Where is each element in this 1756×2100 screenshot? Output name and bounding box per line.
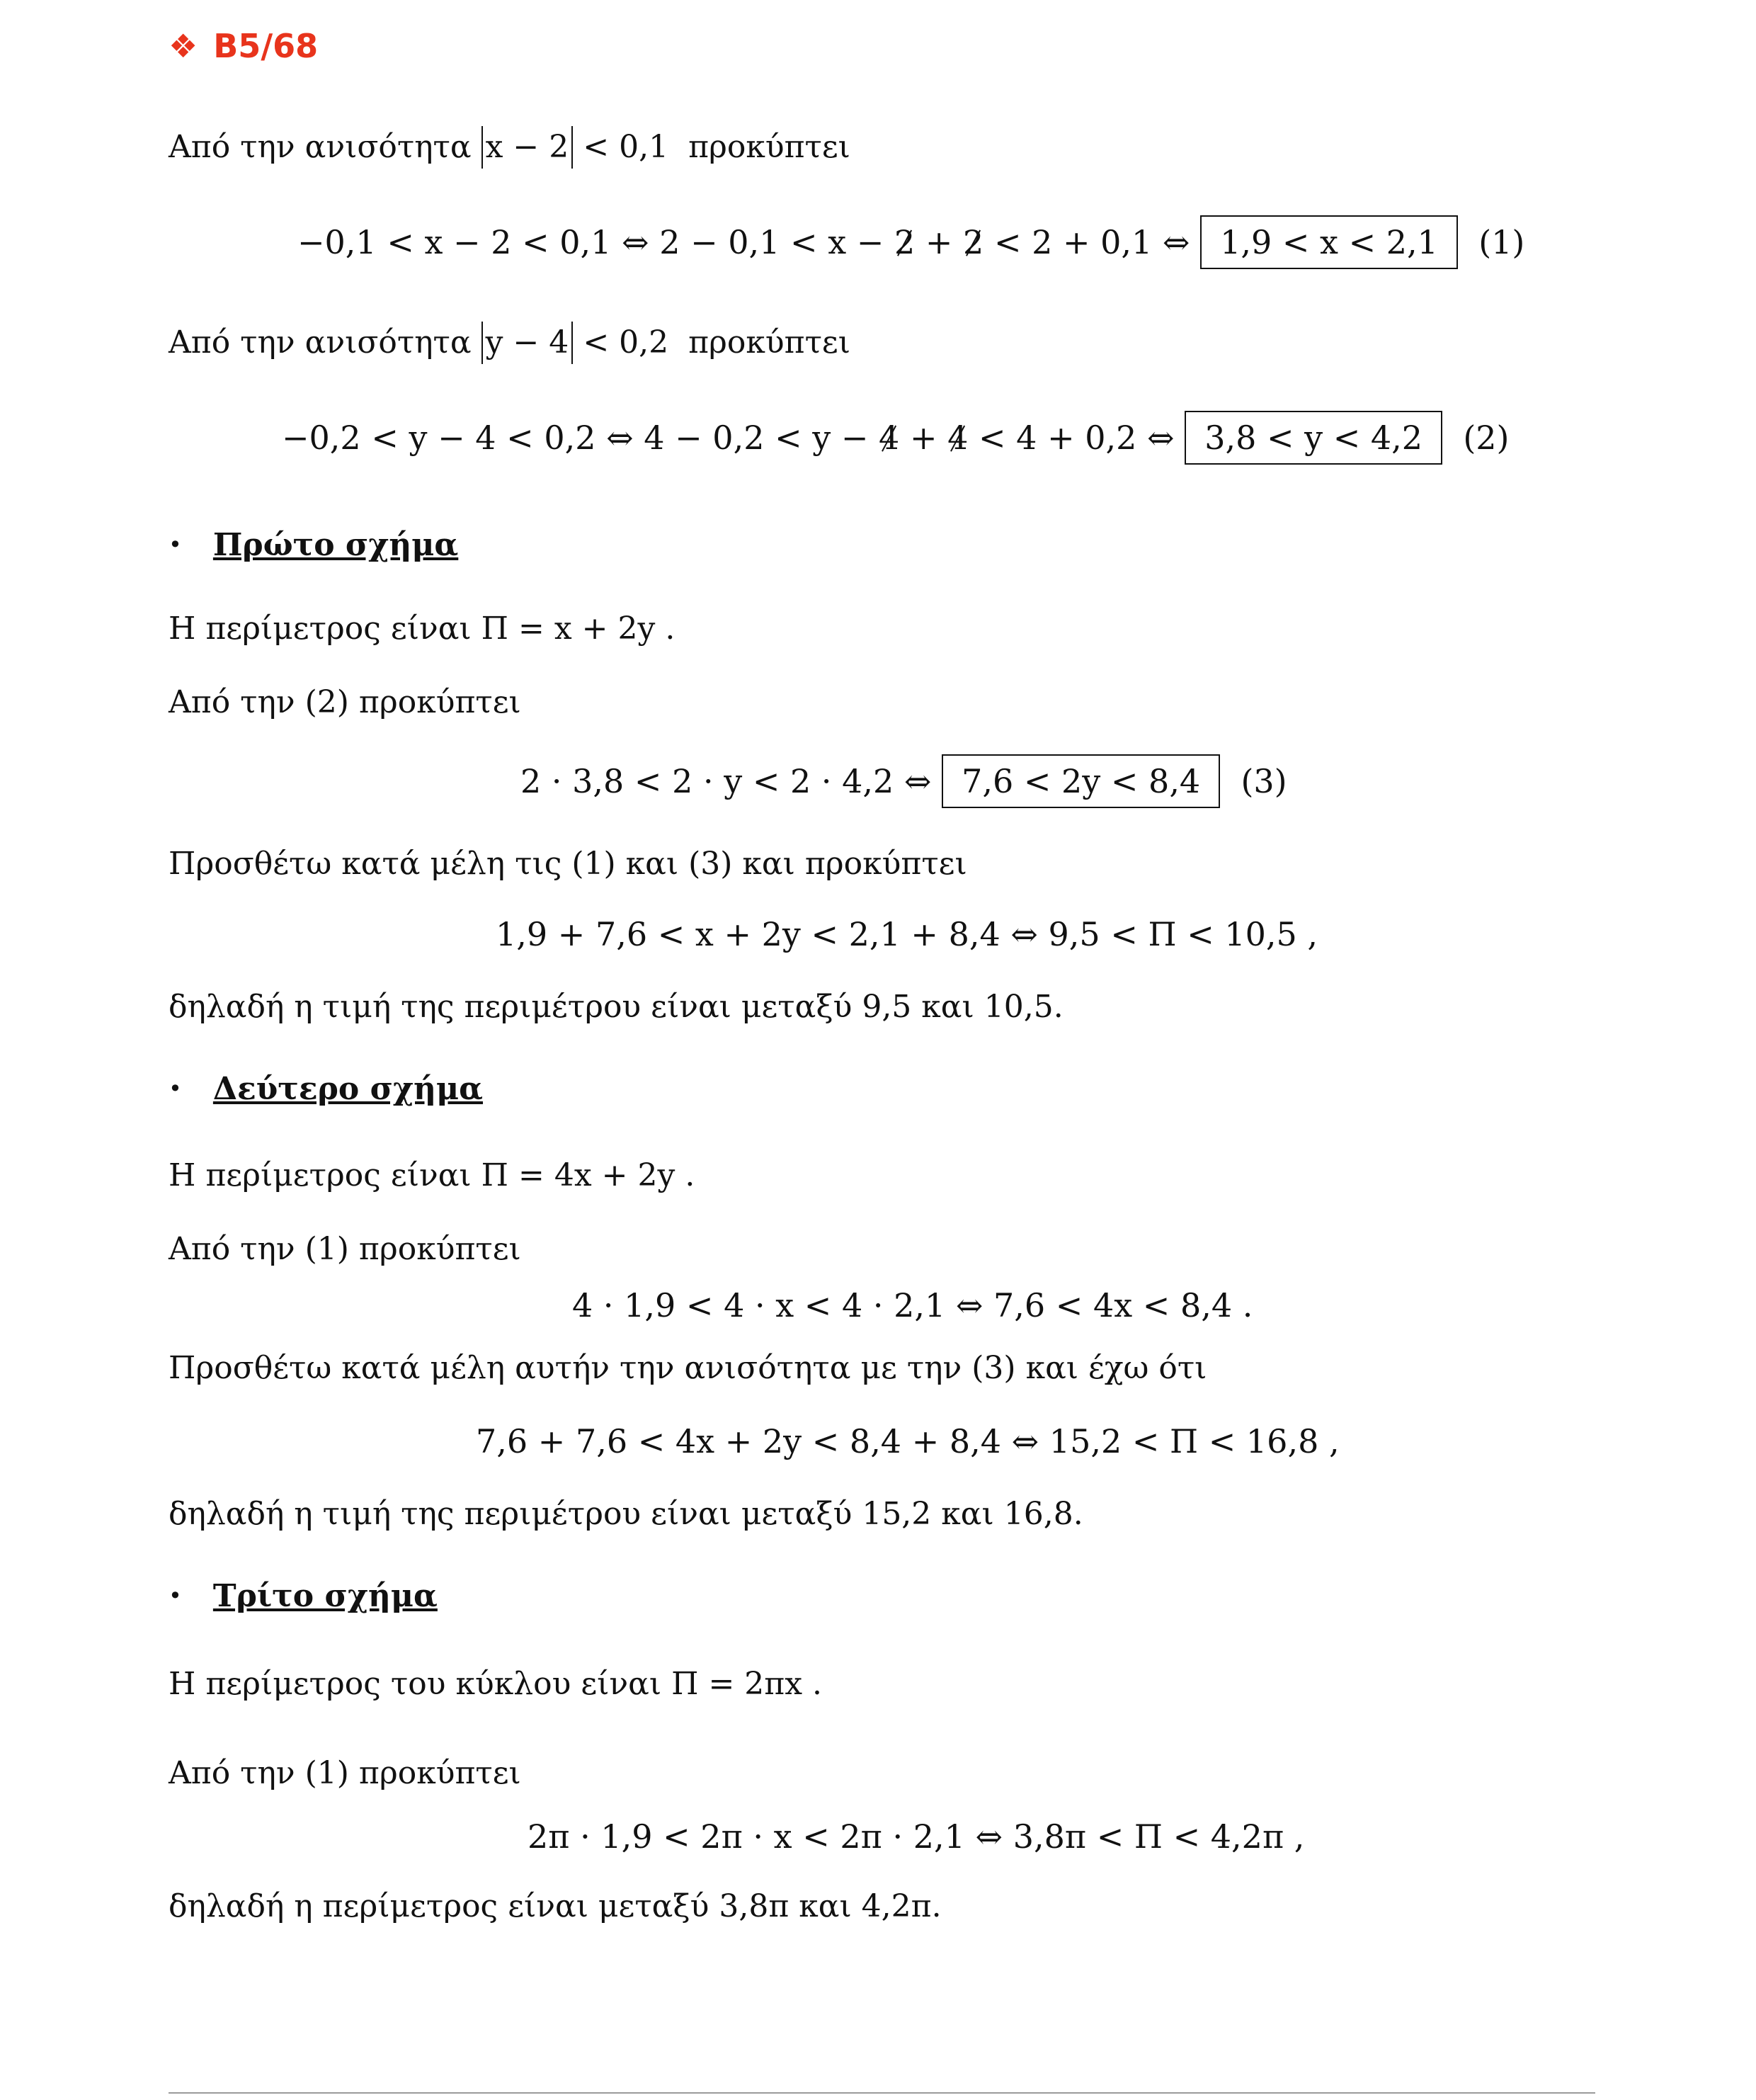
- derivation-intro: Από την (1) προκύπτει: [169, 1755, 521, 1791]
- absolute-value-y: [481, 322, 574, 364]
- diamond-bullet-icon: ❖: [169, 27, 198, 65]
- equation-x-range: [297, 215, 1524, 269]
- conclusion-text: δηλαδή η τιμή της περιμέτρου είναι μεταξύ 9,5 και 10,5.: [169, 989, 1064, 1025]
- abs-expression: y − 4: [485, 324, 569, 361]
- section-third: [169, 1575, 438, 1618]
- eq-part: −0,2 < y − 4 < 0,2 ⇔ 4 − 0,2 < y −: [282, 419, 869, 457]
- eq-part: +: [909, 419, 937, 457]
- perimeter-formula: Η περίμετρος είναι Π = x + 2y .: [169, 611, 675, 647]
- intro-post-text: προκύπτει: [688, 324, 850, 361]
- abs-expression: x − 2: [485, 129, 569, 165]
- derivation-text: Προσθέτω κατά μέλη αυτήν την ανισότητα με την (3) και έχω ότι: [169, 1350, 1207, 1386]
- intro-text: Από την ανισότητα: [169, 129, 472, 165]
- footer-divider: [169, 2092, 1595, 2094]
- cancelled-term: 2: [894, 219, 915, 266]
- equation-4x-range: 4 · 1,9 < 4 · x < 4 · 2,1 ⇔ 7,6 < 4x < 8,4 .: [572, 1286, 1253, 1324]
- equation-circle-range: 2π · 1,9 < 2π · x < 2π · 2,1 ⇔ 3,8π < Π < 4,2π ,: [528, 1817, 1305, 1856]
- bullet-icon: •: [169, 531, 182, 558]
- section-title: Τρίτο σχήμα: [212, 1578, 438, 1614]
- page-heading: [169, 27, 318, 65]
- intro-post-text: προκύπτει: [688, 129, 850, 165]
- conclusion-text: δηλαδή η περίμετρος είναι μεταξύ 3,8π και 4,2π.: [169, 1888, 942, 1924]
- eq-part: < 2 + 0,1 ⇔: [993, 223, 1190, 261]
- section-first: [169, 524, 458, 567]
- section-title: Δεύτερο σχήμα: [212, 1071, 484, 1107]
- equation-tag: (3): [1241, 762, 1287, 800]
- cancelled-term: 2: [963, 219, 984, 266]
- equation-tag: (1): [1478, 223, 1525, 261]
- perimeter-formula: Η περίμετρος του κύκλου είναι Π = 2πx .: [169, 1666, 822, 1702]
- cancelled-term: 4: [879, 414, 899, 461]
- equation-perimeter-range: 1,9 + 7,6 < x + 2y < 2,1 + 8,4 ⇔ 9,5 < Π < 10,5 ,: [496, 915, 1318, 953]
- derivation-intro: Από την (2) προκύπτει: [169, 684, 521, 720]
- boxed-result: 3,8 < y < 4,2: [1185, 411, 1442, 465]
- equation-perimeter-range: 7,6 + 7,6 < 4x + 2y < 8,4 + 8,4 ⇔ 15,2 < Π < 16,8 ,: [476, 1422, 1340, 1460]
- derivation-intro: Από την (1) προκύπτει: [169, 1231, 521, 1267]
- bullet-icon: •: [169, 1582, 182, 1609]
- boxed-result: 7,6 < 2y < 8,4: [942, 754, 1220, 808]
- equation-y-range: [282, 411, 1509, 465]
- section-title: Πρώτο σχήμα: [212, 527, 459, 563]
- equation-tag: (2): [1463, 419, 1510, 457]
- eq-part: 2 · 3,8 < 2 · y < 2 · 4,2 ⇔: [520, 762, 932, 800]
- perimeter-formula: Η περίμετρος είναι Π = 4x + 2y .: [169, 1157, 695, 1193]
- intro-inequality: < 0,2: [583, 324, 669, 361]
- boxed-result: 1,9 < x < 2,1: [1200, 215, 1458, 269]
- heading-title: B5/68: [213, 27, 319, 65]
- conclusion-text: δηλαδή η τιμή της περιμέτρου είναι μεταξύ 15,2 και 16,8.: [169, 1496, 1083, 1532]
- intro-line-x: [169, 126, 850, 169]
- derivation-text: Προσθέτω κατά μέλη τις (1) και (3) και προκύπτει: [169, 846, 967, 882]
- intro-text: Από την ανισότητα: [169, 324, 472, 361]
- bullet-icon: •: [169, 1075, 182, 1102]
- cancelled-term: 4: [947, 414, 968, 461]
- eq-part: +: [925, 223, 953, 261]
- absolute-value-x: [481, 126, 574, 169]
- section-second: [169, 1068, 483, 1111]
- equation-2y-range: [520, 754, 1287, 808]
- intro-inequality: < 0,1: [583, 129, 669, 165]
- eq-part: −0,1 < x − 2 < 0,1 ⇔ 2 − 0,1 < x −: [297, 223, 884, 261]
- intro-line-y: [169, 322, 850, 364]
- eq-part: < 4 + 0,2 ⇔: [979, 419, 1175, 457]
